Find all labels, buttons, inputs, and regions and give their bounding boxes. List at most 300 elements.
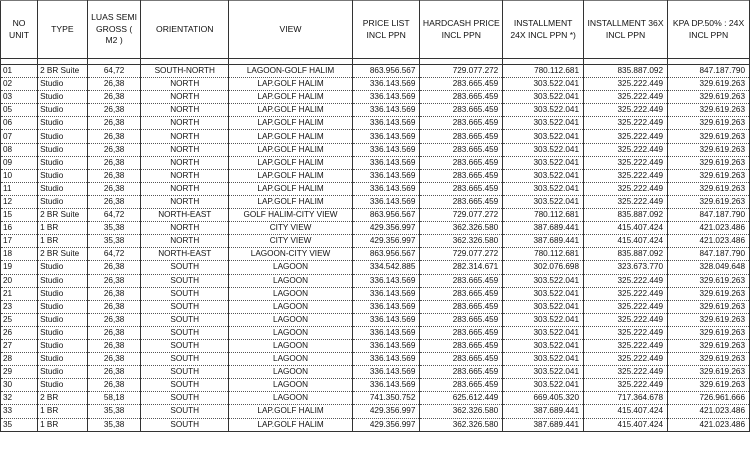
- cell-no-unit: 11: [1, 182, 38, 195]
- table-row: [1, 300, 750, 313]
- cell-installment-36x: 325.222.449: [584, 339, 668, 352]
- table-row: [1, 261, 750, 274]
- cell-hardcash: 283.665.459: [420, 143, 503, 156]
- cell-no-unit: 20: [1, 274, 38, 287]
- cell-hardcash: 283.665.459: [420, 366, 503, 379]
- cell-view: LAP.GOLF HALIM: [229, 156, 353, 169]
- cell-view: LAP.GOLF HALIM: [229, 418, 353, 431]
- cell-type: Studio: [38, 169, 88, 182]
- cell-type: Studio: [38, 130, 88, 143]
- cell-view: LAP.GOLF HALIM: [229, 182, 353, 195]
- cell-price-list: 863.956.567: [353, 209, 420, 222]
- cell-installment-36x: 325.222.449: [584, 326, 668, 339]
- cell-view: LAGOON-GOLF HALIM: [229, 65, 353, 78]
- cell-orientation: SOUTH: [141, 274, 229, 287]
- cell-price-list: 336.143.569: [353, 91, 420, 104]
- cell-price-list: 336.143.569: [353, 287, 420, 300]
- cell-installment-36x: 325.222.449: [584, 91, 668, 104]
- table-row: [1, 248, 750, 261]
- cell-orientation: NORTH: [141, 130, 229, 143]
- table-row: [1, 209, 750, 222]
- cell-orientation: SOUTH: [141, 392, 229, 405]
- cell-luas: 26,38: [87, 130, 141, 143]
- cell-installment-24x: 303.522.041: [503, 143, 584, 156]
- cell-kpa: 328.049.648: [668, 261, 750, 274]
- cell-installment-24x: 303.522.041: [503, 300, 584, 313]
- cell-orientation: NORTH: [141, 169, 229, 182]
- cell-kpa: 329.619.263: [668, 379, 750, 392]
- cell-kpa: 329.619.263: [668, 366, 750, 379]
- cell-hardcash: 283.665.459: [420, 156, 503, 169]
- cell-luas: 58,18: [87, 392, 141, 405]
- cell-view: LAP.GOLF HALIM: [229, 104, 353, 117]
- cell-installment-36x: 325.222.449: [584, 78, 668, 91]
- cell-installment-24x: 303.522.041: [503, 156, 584, 169]
- cell-price-list: 336.143.569: [353, 78, 420, 91]
- cell-luas: 26,38: [87, 195, 141, 208]
- cell-type: 2 BR Suite: [38, 65, 88, 78]
- cell-view: LAGOON: [229, 261, 353, 274]
- cell-price-list: 336.143.569: [353, 326, 420, 339]
- table-row: [1, 65, 750, 78]
- cell-no-unit: 10: [1, 169, 38, 182]
- cell-orientation: SOUTH: [141, 418, 229, 431]
- cell-luas: 26,38: [87, 339, 141, 352]
- cell-no-unit: 18: [1, 248, 38, 261]
- cell-type: Studio: [38, 195, 88, 208]
- cell-installment-24x: 303.522.041: [503, 78, 584, 91]
- cell-view: LAP.GOLF HALIM: [229, 117, 353, 130]
- cell-type: 2 BR Suite: [38, 248, 88, 261]
- header-hardcash: HARDCASH PRICE INCL PPN: [420, 1, 503, 59]
- cell-type: Studio: [38, 156, 88, 169]
- cell-kpa: 329.619.263: [668, 326, 750, 339]
- cell-type: Studio: [38, 91, 88, 104]
- cell-price-list: 336.143.569: [353, 117, 420, 130]
- cell-price-list: 429.356.997: [353, 418, 420, 431]
- cell-price-list: 336.143.569: [353, 169, 420, 182]
- cell-installment-24x: 303.522.041: [503, 91, 584, 104]
- table-row: [1, 169, 750, 182]
- cell-no-unit: 27: [1, 339, 38, 352]
- cell-no-unit: 12: [1, 195, 38, 208]
- cell-kpa: 329.619.263: [668, 182, 750, 195]
- cell-kpa: 847.187.790: [668, 65, 750, 78]
- cell-kpa: 329.619.263: [668, 130, 750, 143]
- cell-hardcash: 283.665.459: [420, 117, 503, 130]
- cell-no-unit: 08: [1, 143, 38, 156]
- cell-no-unit: 01: [1, 65, 38, 78]
- cell-no-unit: 23: [1, 300, 38, 313]
- cell-no-unit: 32: [1, 392, 38, 405]
- cell-installment-36x: 325.222.449: [584, 353, 668, 366]
- cell-luas: 35,38: [87, 418, 141, 431]
- cell-installment-24x: 303.522.041: [503, 182, 584, 195]
- cell-luas: 35,38: [87, 405, 141, 418]
- cell-no-unit: 26: [1, 326, 38, 339]
- cell-hardcash: 729.077.272: [420, 209, 503, 222]
- cell-no-unit: 09: [1, 156, 38, 169]
- cell-hardcash: 729.077.272: [420, 65, 503, 78]
- table-header: [1, 1, 750, 59]
- cell-kpa: 329.619.263: [668, 353, 750, 366]
- cell-installment-24x: 780.112.681: [503, 209, 584, 222]
- cell-hardcash: 283.665.459: [420, 78, 503, 91]
- cell-price-list: 336.143.569: [353, 104, 420, 117]
- cell-price-list: 336.143.569: [353, 182, 420, 195]
- cell-installment-36x: 325.222.449: [584, 130, 668, 143]
- cell-kpa: 726.961.666: [668, 392, 750, 405]
- cell-type: Studio: [38, 379, 88, 392]
- cell-installment-36x: 415.407.424: [584, 235, 668, 248]
- cell-kpa: 847.187.790: [668, 248, 750, 261]
- cell-installment-24x: 303.522.041: [503, 339, 584, 352]
- cell-type: Studio: [38, 104, 88, 117]
- cell-type: Studio: [38, 339, 88, 352]
- cell-type: 2 BR: [38, 392, 88, 405]
- cell-hardcash: 283.665.459: [420, 169, 503, 182]
- cell-type: Studio: [38, 300, 88, 313]
- table-row: [1, 195, 750, 208]
- cell-kpa: 329.619.263: [668, 117, 750, 130]
- cell-price-list: 429.356.997: [353, 235, 420, 248]
- header-no-unit: NO UNIT: [1, 1, 38, 59]
- cell-no-unit: 33: [1, 405, 38, 418]
- cell-luas: 26,38: [87, 169, 141, 182]
- cell-kpa: 329.619.263: [668, 195, 750, 208]
- cell-orientation: SOUTH-NORTH: [141, 65, 229, 78]
- cell-type: Studio: [38, 182, 88, 195]
- cell-hardcash: 283.665.459: [420, 195, 503, 208]
- cell-no-unit: 03: [1, 91, 38, 104]
- cell-orientation: NORTH: [141, 156, 229, 169]
- cell-hardcash: 283.665.459: [420, 182, 503, 195]
- cell-orientation: NORTH: [141, 91, 229, 104]
- cell-view: LAP.GOLF HALIM: [229, 405, 353, 418]
- cell-view: LAGOON: [229, 274, 353, 287]
- cell-price-list: 336.143.569: [353, 130, 420, 143]
- cell-type: Studio: [38, 366, 88, 379]
- cell-installment-24x: 303.522.041: [503, 195, 584, 208]
- cell-no-unit: 21: [1, 287, 38, 300]
- cell-orientation: SOUTH: [141, 366, 229, 379]
- cell-price-list: 336.143.569: [353, 339, 420, 352]
- cell-view: LAP.GOLF HALIM: [229, 169, 353, 182]
- cell-price-list: 863.956.567: [353, 248, 420, 261]
- cell-price-list: 334.542.885: [353, 261, 420, 274]
- cell-price-list: 336.143.569: [353, 143, 420, 156]
- table-row: [1, 418, 750, 431]
- cell-installment-36x: 323.673.770: [584, 261, 668, 274]
- cell-view: LAP.GOLF HALIM: [229, 195, 353, 208]
- cell-kpa: 329.619.263: [668, 300, 750, 313]
- cell-luas: 26,38: [87, 353, 141, 366]
- table-row: [1, 339, 750, 352]
- cell-installment-24x: 302.076.698: [503, 261, 584, 274]
- cell-luas: 26,38: [87, 366, 141, 379]
- cell-orientation: NORTH-EAST: [141, 248, 229, 261]
- cell-installment-36x: 325.222.449: [584, 287, 668, 300]
- cell-installment-24x: 303.522.041: [503, 353, 584, 366]
- cell-type: Studio: [38, 287, 88, 300]
- table-row: [1, 117, 750, 130]
- cell-installment-36x: 835.887.092: [584, 65, 668, 78]
- table-row: [1, 78, 750, 91]
- cell-installment-24x: 780.112.681: [503, 248, 584, 261]
- cell-installment-36x: 325.222.449: [584, 117, 668, 130]
- cell-installment-24x: 303.522.041: [503, 313, 584, 326]
- cell-price-list: 336.143.569: [353, 353, 420, 366]
- cell-installment-36x: 325.222.449: [584, 366, 668, 379]
- cell-orientation: SOUTH: [141, 326, 229, 339]
- cell-orientation: NORTH: [141, 235, 229, 248]
- cell-orientation: SOUTH: [141, 339, 229, 352]
- cell-orientation: SOUTH: [141, 313, 229, 326]
- cell-no-unit: 15: [1, 209, 38, 222]
- cell-installment-36x: 325.222.449: [584, 195, 668, 208]
- cell-orientation: NORTH: [141, 117, 229, 130]
- table-row: [1, 366, 750, 379]
- table-row: [1, 235, 750, 248]
- cell-installment-36x: 835.887.092: [584, 209, 668, 222]
- cell-no-unit: 05: [1, 104, 38, 117]
- header-luas: LUAS SEMI GROSS ( M2 ): [87, 1, 141, 59]
- cell-view: LAGOON: [229, 300, 353, 313]
- cell-kpa: 421.023.486: [668, 235, 750, 248]
- cell-installment-36x: 415.407.424: [584, 405, 668, 418]
- cell-view: LAGOON: [229, 313, 353, 326]
- cell-kpa: 421.023.486: [668, 222, 750, 235]
- header-kpa: KPA DP.50% : 24X INCL PPN: [668, 1, 750, 59]
- cell-luas: 26,38: [87, 313, 141, 326]
- cell-kpa: 329.619.263: [668, 339, 750, 352]
- cell-type: Studio: [38, 261, 88, 274]
- cell-price-list: 336.143.569: [353, 274, 420, 287]
- cell-hardcash: 283.665.459: [420, 300, 503, 313]
- cell-installment-36x: 325.222.449: [584, 169, 668, 182]
- cell-hardcash: 283.665.459: [420, 104, 503, 117]
- cell-installment-24x: 303.522.041: [503, 130, 584, 143]
- cell-installment-36x: 415.407.424: [584, 418, 668, 431]
- cell-installment-24x: 303.522.041: [503, 169, 584, 182]
- cell-no-unit: 28: [1, 353, 38, 366]
- cell-kpa: 329.619.263: [668, 274, 750, 287]
- cell-hardcash: 283.665.459: [420, 326, 503, 339]
- cell-view: LAP.GOLF HALIM: [229, 91, 353, 104]
- cell-type: Studio: [38, 353, 88, 366]
- cell-orientation: NORTH: [141, 222, 229, 235]
- cell-view: LAP.GOLF HALIM: [229, 143, 353, 156]
- header-orientation: ORIENTATION: [141, 1, 229, 59]
- cell-price-list: 336.143.569: [353, 156, 420, 169]
- cell-luas: 26,38: [87, 274, 141, 287]
- cell-luas: 64,72: [87, 248, 141, 261]
- cell-installment-24x: 387.689.441: [503, 222, 584, 235]
- cell-hardcash: 625.612.449: [420, 392, 503, 405]
- cell-installment-24x: 303.522.041: [503, 104, 584, 117]
- cell-luas: 35,38: [87, 235, 141, 248]
- cell-kpa: 329.619.263: [668, 78, 750, 91]
- cell-view: LAGOON: [229, 392, 353, 405]
- cell-view: LAGOON: [229, 339, 353, 352]
- cell-luas: 26,38: [87, 156, 141, 169]
- cell-installment-36x: 325.222.449: [584, 300, 668, 313]
- cell-hardcash: 282.314.671: [420, 261, 503, 274]
- cell-type: 1 BR: [38, 235, 88, 248]
- table-row: [1, 130, 750, 143]
- cell-orientation: NORTH: [141, 143, 229, 156]
- cell-installment-24x: 303.522.041: [503, 326, 584, 339]
- cell-luas: 64,72: [87, 209, 141, 222]
- table-row: [1, 182, 750, 195]
- cell-hardcash: 283.665.459: [420, 287, 503, 300]
- cell-luas: 26,38: [87, 91, 141, 104]
- cell-orientation: NORTH-EAST: [141, 209, 229, 222]
- cell-type: Studio: [38, 326, 88, 339]
- cell-view: LAP.GOLF HALIM: [229, 78, 353, 91]
- cell-view: CITY VIEW: [229, 235, 353, 248]
- cell-luas: 26,38: [87, 104, 141, 117]
- cell-view: GOLF HALIM-CITY VIEW: [229, 209, 353, 222]
- cell-view: LAGOON: [229, 379, 353, 392]
- cell-hardcash: 362.326.580: [420, 222, 503, 235]
- cell-no-unit: 19: [1, 261, 38, 274]
- cell-installment-24x: 303.522.041: [503, 274, 584, 287]
- cell-luas: 26,38: [87, 287, 141, 300]
- cell-type: Studio: [38, 78, 88, 91]
- cell-luas: 26,38: [87, 182, 141, 195]
- cell-no-unit: 07: [1, 130, 38, 143]
- header-view: VIEW: [229, 1, 353, 59]
- cell-installment-36x: 325.222.449: [584, 313, 668, 326]
- cell-type: 2 BR Suite: [38, 209, 88, 222]
- cell-price-list: 863.956.567: [353, 65, 420, 78]
- header-installment-24x: INSTALLMENT 24X INCL PPN *): [503, 1, 584, 59]
- cell-orientation: SOUTH: [141, 353, 229, 366]
- cell-view: CITY VIEW: [229, 222, 353, 235]
- cell-installment-24x: 387.689.441: [503, 405, 584, 418]
- cell-no-unit: 35: [1, 418, 38, 431]
- table-row: [1, 143, 750, 156]
- cell-kpa: 329.619.263: [668, 156, 750, 169]
- cell-no-unit: 30: [1, 379, 38, 392]
- cell-installment-36x: 325.222.449: [584, 182, 668, 195]
- cell-orientation: SOUTH: [141, 379, 229, 392]
- cell-type: 1 BR: [38, 222, 88, 235]
- cell-no-unit: 29: [1, 366, 38, 379]
- cell-installment-36x: 325.222.449: [584, 379, 668, 392]
- cell-kpa: 847.187.790: [668, 209, 750, 222]
- cell-installment-24x: 387.689.441: [503, 235, 584, 248]
- table-body: [1, 59, 750, 432]
- cell-type: Studio: [38, 274, 88, 287]
- cell-installment-36x: 717.364.678: [584, 392, 668, 405]
- cell-installment-36x: 325.222.449: [584, 274, 668, 287]
- cell-luas: 35,38: [87, 222, 141, 235]
- cell-luas: 26,38: [87, 261, 141, 274]
- cell-orientation: SOUTH: [141, 287, 229, 300]
- cell-view: LAGOON: [229, 353, 353, 366]
- cell-luas: 64,72: [87, 65, 141, 78]
- cell-kpa: 329.619.263: [668, 287, 750, 300]
- cell-view: LAGOON: [229, 287, 353, 300]
- header-type: TYPE: [38, 1, 88, 59]
- table-row: [1, 392, 750, 405]
- cell-installment-24x: 387.689.441: [503, 418, 584, 431]
- cell-installment-36x: 835.887.092: [584, 248, 668, 261]
- cell-price-list: 336.143.569: [353, 313, 420, 326]
- cell-installment-24x: 303.522.041: [503, 379, 584, 392]
- table-row: [1, 379, 750, 392]
- table-row: [1, 156, 750, 169]
- cell-installment-24x: 303.522.041: [503, 287, 584, 300]
- table-row: [1, 313, 750, 326]
- cell-kpa: 329.619.263: [668, 313, 750, 326]
- cell-hardcash: 362.326.580: [420, 418, 503, 431]
- cell-orientation: NORTH: [141, 195, 229, 208]
- table-row: [1, 287, 750, 300]
- cell-no-unit: 06: [1, 117, 38, 130]
- table-row: [1, 91, 750, 104]
- table-row: [1, 326, 750, 339]
- cell-type: Studio: [38, 143, 88, 156]
- cell-price-list: 336.143.569: [353, 195, 420, 208]
- cell-luas: 26,38: [87, 379, 141, 392]
- cell-kpa: 329.619.263: [668, 104, 750, 117]
- cell-installment-36x: 325.222.449: [584, 104, 668, 117]
- cell-installment-36x: 325.222.449: [584, 143, 668, 156]
- cell-hardcash: 283.665.459: [420, 379, 503, 392]
- cell-kpa: 421.023.486: [668, 405, 750, 418]
- cell-hardcash: 729.077.272: [420, 248, 503, 261]
- cell-orientation: SOUTH: [141, 261, 229, 274]
- cell-installment-24x: 303.522.041: [503, 366, 584, 379]
- cell-view: LAP.GOLF HALIM: [229, 130, 353, 143]
- header-price-list: PRICE LIST INCL PPN: [353, 1, 420, 59]
- cell-hardcash: 283.665.459: [420, 130, 503, 143]
- cell-no-unit: 02: [1, 78, 38, 91]
- cell-hardcash: 362.326.580: [420, 405, 503, 418]
- cell-hardcash: 283.665.459: [420, 274, 503, 287]
- table-row: [1, 274, 750, 287]
- cell-kpa: 329.619.263: [668, 91, 750, 104]
- cell-price-list: 429.356.997: [353, 405, 420, 418]
- cell-hardcash: 283.665.459: [420, 339, 503, 352]
- cell-price-list: 336.143.569: [353, 379, 420, 392]
- cell-kpa: 329.619.263: [668, 169, 750, 182]
- cell-orientation: SOUTH: [141, 300, 229, 313]
- cell-hardcash: 283.665.459: [420, 353, 503, 366]
- cell-kpa: 421.023.486: [668, 418, 750, 431]
- cell-price-list: 429.356.997: [353, 222, 420, 235]
- cell-kpa: 329.619.263: [668, 143, 750, 156]
- cell-installment-24x: 669.405.320: [503, 392, 584, 405]
- cell-luas: 26,38: [87, 117, 141, 130]
- cell-luas: 26,38: [87, 143, 141, 156]
- table-row: [1, 104, 750, 117]
- cell-hardcash: 283.665.459: [420, 91, 503, 104]
- cell-view: LAGOON-CITY VIEW: [229, 248, 353, 261]
- cell-view: LAGOON: [229, 366, 353, 379]
- table-row: [1, 353, 750, 366]
- cell-hardcash: 283.665.459: [420, 313, 503, 326]
- cell-view: LAGOON: [229, 326, 353, 339]
- cell-orientation: NORTH: [141, 182, 229, 195]
- cell-luas: 26,38: [87, 78, 141, 91]
- cell-type: 1 BR: [38, 405, 88, 418]
- header-installment-36x: INSTALLMENT 36X INCL PPN: [584, 1, 668, 59]
- cell-orientation: NORTH: [141, 104, 229, 117]
